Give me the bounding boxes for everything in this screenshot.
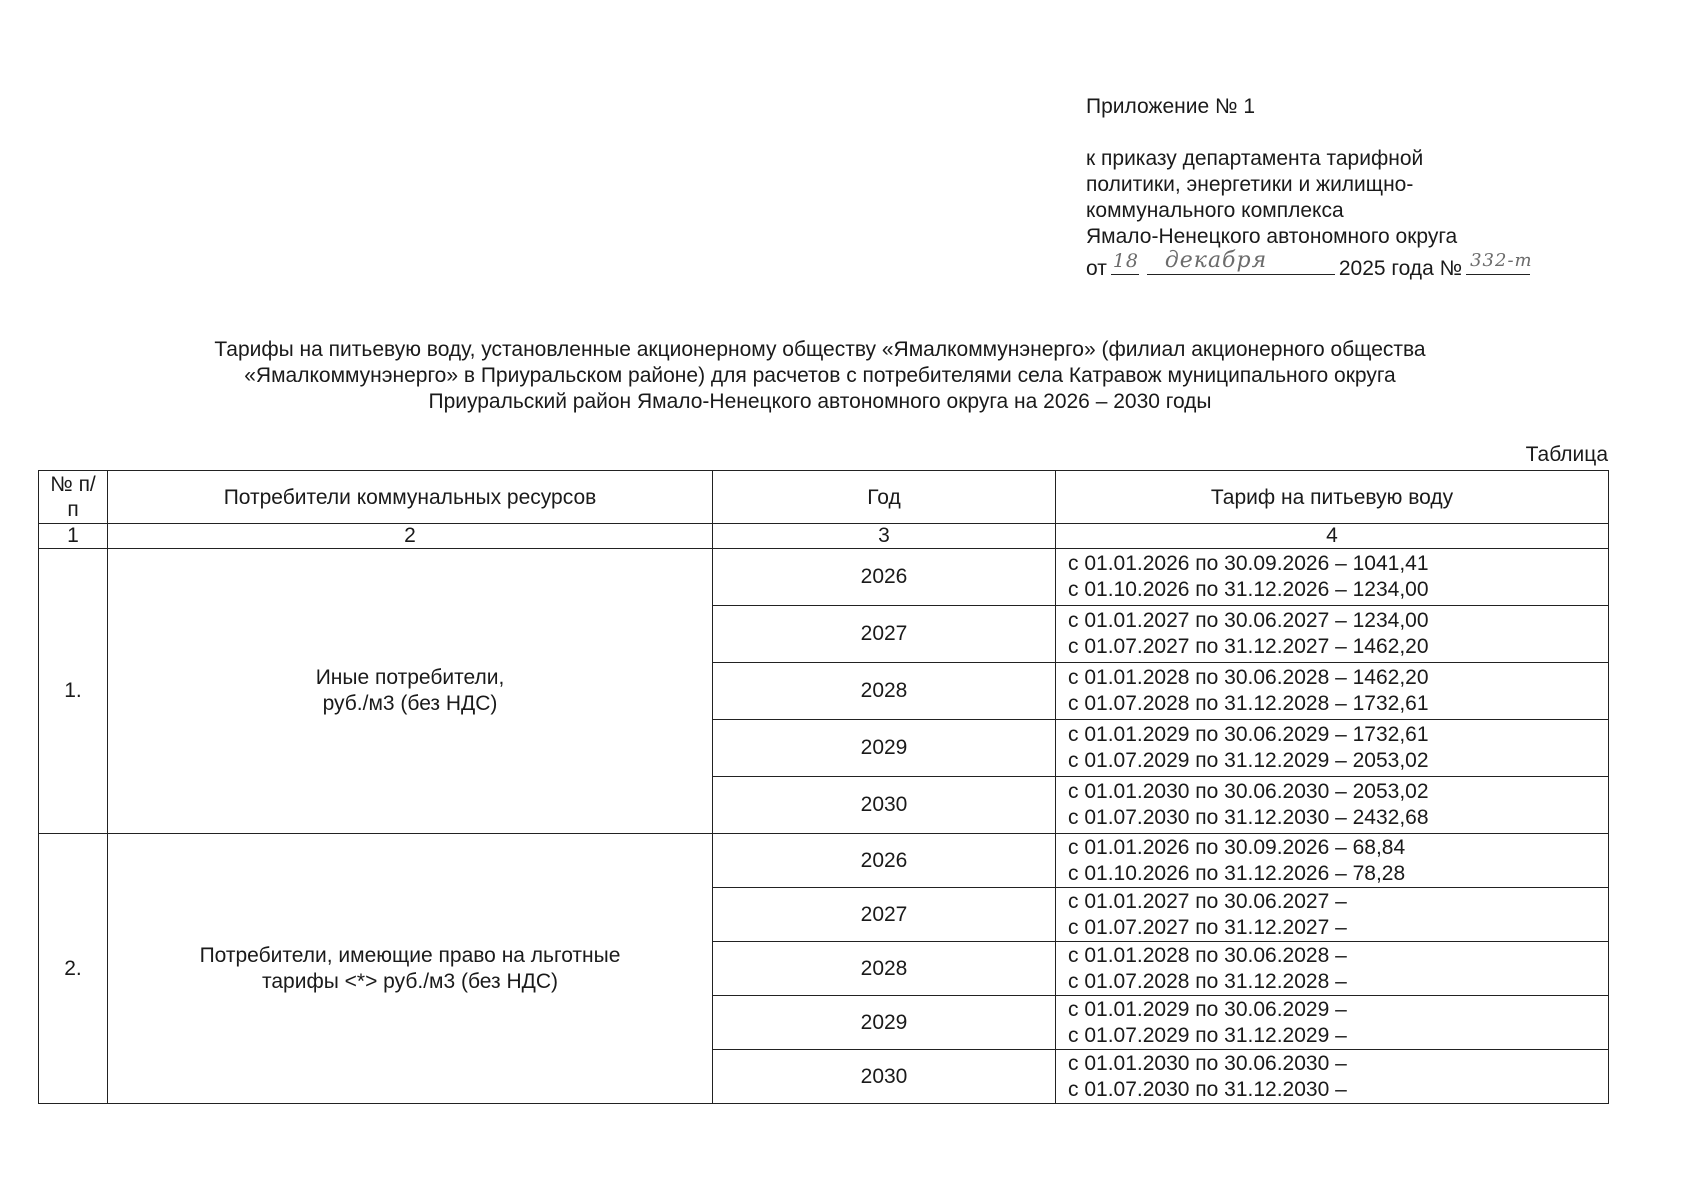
tariff-period: с 01.07.2028 по 31.12.2028 – — [1068, 969, 1347, 993]
table-header-row — [39, 471, 1609, 524]
tariff-period: с 01.07.2028 по 31.12.2028 – 1732,61 — [1068, 692, 1429, 715]
table-row — [39, 549, 1609, 606]
tariff-cell — [1056, 606, 1609, 663]
tariff-period: с 01.07.2030 по 31.12.2030 – — [1068, 1077, 1347, 1101]
annex-header — [1086, 94, 1606, 282]
annex-title: Приложение № 1 — [1086, 95, 1256, 118]
row-number: 2. — [39, 834, 108, 1104]
tariff-table — [38, 470, 1609, 1104]
year-cell: 2027 — [713, 888, 1056, 942]
header-consumers: Потребители коммунальных ресурсов — [108, 471, 713, 524]
consumer-category — [108, 549, 713, 834]
tariff-cell — [1056, 834, 1609, 888]
consumer-line: Иные потребители, — [315, 666, 505, 689]
tariff-period: с 01.01.2029 по 30.06.2029 – 1732,61 — [1068, 723, 1429, 746]
date-day-field — [1111, 250, 1139, 275]
column-number: 1 — [39, 524, 108, 549]
column-number: 4 — [1056, 524, 1609, 549]
tariff-period: с 01.01.2029 по 30.06.2029 – — [1068, 997, 1347, 1021]
tariff-period: с 01.01.2030 по 30.06.2030 – — [1068, 1051, 1347, 1075]
year-cell: 2030 — [713, 1050, 1056, 1104]
tariff-period: с 01.07.2027 по 31.12.2027 – — [1068, 915, 1347, 939]
consumer-line: руб./м3 (без НДС) — [322, 692, 498, 715]
year-cell: 2029 — [713, 720, 1056, 777]
tariff-cell — [1056, 942, 1609, 996]
document-title-line: «Ямалкоммунэнерго» в Приуральском районе) для расчетов с потребителями села Катравож муниципального округа — [244, 364, 1396, 387]
annex-line: коммунального комплекса — [1086, 199, 1344, 222]
year-cell: 2030 — [713, 777, 1056, 834]
consumer-line: тарифы <*> руб./м3 (без НДС) — [261, 969, 559, 993]
year-cell: 2028 — [713, 942, 1056, 996]
tariff-period: с 01.07.2029 по 31.12.2029 – — [1068, 1023, 1347, 1047]
row-number: 1. — [39, 549, 108, 834]
handwritten-order-number: 332-т — [1470, 250, 1533, 271]
date-month-field — [1147, 250, 1335, 275]
tariff-period: с 01.01.2026 по 30.09.2026 – 1041,41 — [1068, 552, 1429, 575]
handwritten-day: 18 — [1112, 250, 1140, 272]
tariff-period: с 01.01.2028 по 30.06.2028 – — [1068, 943, 1347, 967]
tariff-period: с 01.01.2028 по 30.06.2028 – 1462,20 — [1068, 666, 1429, 689]
document-title-line: Приуральский район Ямало-Ненецкого автономного округа на 2026 – 2030 годы — [428, 390, 1212, 413]
tariff-period: с 01.10.2026 по 31.12.2026 – 1234,00 — [1068, 578, 1429, 601]
tariff-cell — [1056, 720, 1609, 777]
column-number-row — [39, 524, 1609, 549]
handwritten-month: декабря — [1164, 248, 1268, 273]
header-num: № п/п — [39, 471, 108, 524]
tariff-period: с 01.01.2027 по 30.06.2027 – 1234,00 — [1068, 609, 1429, 632]
tariff-period: с 01.01.2027 по 30.06.2027 – — [1068, 889, 1347, 913]
table-label: Таблица — [1525, 443, 1608, 466]
document-title — [60, 337, 1580, 415]
column-number: 3 — [713, 524, 1056, 549]
tariff-period: с 01.10.2026 по 31.12.2026 – 78,28 — [1068, 861, 1406, 885]
year-cell: 2027 — [713, 606, 1056, 663]
tariff-period: с 01.01.2026 по 30.09.2026 – 68,84 — [1068, 835, 1406, 859]
document-title-line: Тарифы на питьевую воду, установленные акционерному обществу «Ямалкоммунэнерго» (филиал акционерного общества — [214, 338, 1426, 361]
consumer-category — [108, 834, 713, 1104]
table-row — [39, 834, 1609, 888]
tariff-cell — [1056, 888, 1609, 942]
tariff-period: с 01.01.2030 по 30.06.2030 – 2053,02 — [1068, 780, 1429, 803]
tariff-period: с 01.07.2027 по 31.12.2027 – 1462,20 — [1068, 635, 1429, 658]
year-cell: 2026 — [713, 549, 1056, 606]
annex-line: Ямало-Ненецкого автономного округа — [1086, 225, 1458, 248]
column-number: 2 — [108, 524, 713, 549]
order-date-line — [1086, 250, 1606, 282]
tariff-cell — [1056, 996, 1609, 1050]
consumer-line: Потребители, имеющие право на льготные — [199, 943, 621, 967]
order-number-field — [1466, 250, 1533, 275]
tariff-cell — [1056, 1050, 1609, 1104]
year-cell: 2028 — [713, 663, 1056, 720]
tariff-period: с 01.07.2030 по 31.12.2030 – 2432,68 — [1068, 806, 1429, 829]
tariff-cell — [1056, 549, 1609, 606]
year-cell: 2029 — [713, 996, 1056, 1050]
tariff-cell — [1056, 777, 1609, 834]
annex-line: политики, энергетики и жилищно- — [1086, 173, 1414, 196]
tariff-cell — [1056, 663, 1609, 720]
annex-line: к приказу департамента тарифной — [1086, 147, 1424, 170]
year-cell: 2026 — [713, 834, 1056, 888]
header-tariff: Тариф на питьевую воду — [1056, 471, 1609, 524]
date-prefix: от — [1086, 257, 1107, 280]
date-year-text: 2025 года № — [1338, 257, 1463, 280]
tariff-period: с 01.07.2029 по 31.12.2029 – 2053,02 — [1068, 749, 1429, 772]
header-year: Год — [713, 471, 1056, 524]
